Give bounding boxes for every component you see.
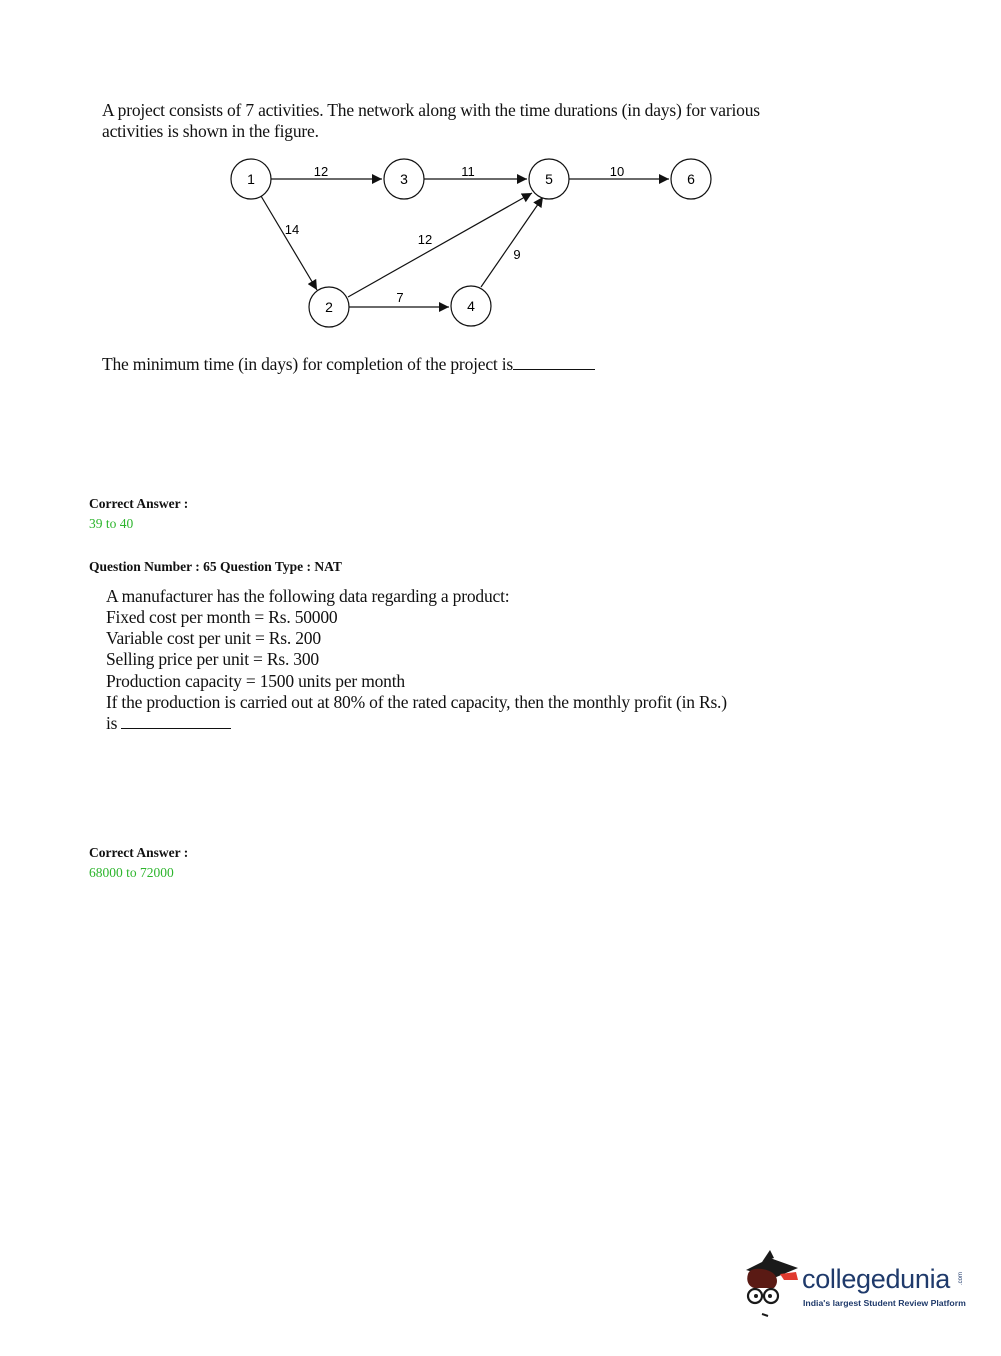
q65-line-4: Selling price per unit = Rs. 300 — [106, 649, 319, 669]
q64-network-diagram — [0, 0, 1001, 340]
brand-logo — [740, 1248, 970, 1320]
brand-tagline: India's largest Student Review Platform — [803, 1298, 966, 1308]
q64-intro-line1: A project consists of 7 activities. The network along with the time durations (in days) for various — [102, 100, 760, 120]
brand-suffix: .com — [958, 1272, 964, 1286]
q65-line-6: If the production is carried out at 80% of the rated capacity, then the monthly profit (in Rs.) — [106, 692, 727, 712]
node-label-6: 6 — [687, 171, 695, 187]
q65-answer-value: 68000 to 72000 — [89, 865, 174, 880]
brand-name: collegedunia — [802, 1264, 951, 1294]
node-label-3: 3 — [400, 171, 408, 187]
q64-answer-label: Correct Answer : — [89, 496, 189, 511]
edge-label-2-4: 7 — [396, 290, 404, 305]
mascot-icon — [740, 1248, 802, 1320]
q65-line-7 — [106, 713, 231, 734]
node-label-4: 4 — [467, 298, 475, 314]
q65-line-3: Variable cost per unit = Rs. 200 — [106, 628, 321, 648]
edge-label-1-2: 14 — [284, 222, 300, 237]
node-label-2: 2 — [325, 299, 333, 315]
q65-line-2: Fixed cost per month = Rs. 50000 — [106, 607, 338, 627]
node-label-1: 1 — [247, 171, 255, 187]
edge-label-3-5: 11 — [461, 164, 475, 179]
q65-last-line-text: is — [106, 713, 118, 733]
q65-answer-blank — [121, 728, 231, 729]
edge-1-2 — [261, 196, 317, 290]
q64-answer-blank — [513, 369, 595, 370]
edge-label-4-5: 9 — [513, 247, 521, 262]
q64-answer-value: 39 to 40 — [89, 516, 134, 531]
node-label-5: 5 — [545, 171, 553, 187]
q65-line-1: A manufacturer has the following data regarding a product: — [106, 586, 510, 606]
q65-answer-label: Correct Answer : — [89, 845, 189, 860]
edge-label-5-6: 10 — [609, 164, 625, 179]
edge-4-5 — [481, 197, 543, 287]
edge-label-2-5: 12 — [417, 232, 433, 247]
q64-prompt — [102, 354, 595, 375]
q64-prompt-text: The minimum time (in days) for completion of the project is — [102, 354, 514, 374]
q65-header: Question Number : 65 Question Type : NAT — [89, 559, 342, 574]
q65-line-5: Production capacity = 1500 units per month — [106, 671, 405, 691]
q64-intro-line2: activities is shown in the figure. — [102, 121, 319, 141]
edge-2-5 — [348, 193, 532, 297]
edge-label-1-3: 12 — [313, 164, 329, 179]
